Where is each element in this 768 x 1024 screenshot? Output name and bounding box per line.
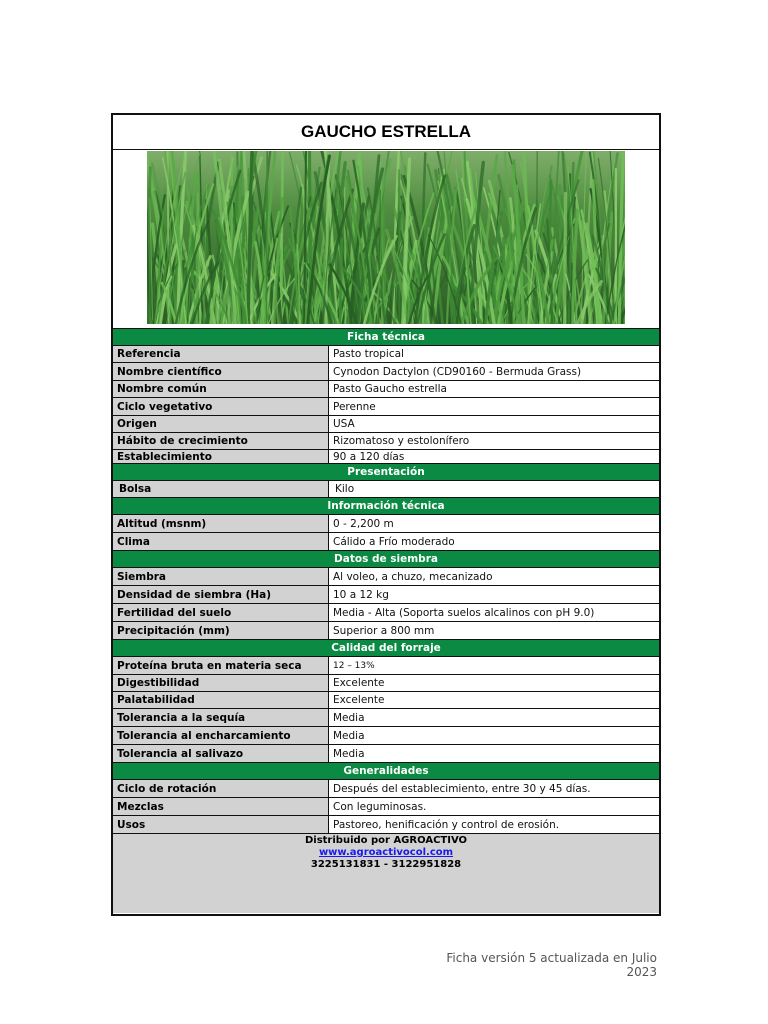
row-label: Nombre común bbox=[113, 381, 329, 397]
row-value: 90 a 120 días bbox=[333, 450, 405, 463]
row-value: Cálido a Frío moderado bbox=[333, 535, 455, 548]
table-row bbox=[113, 745, 659, 763]
row-value: USA bbox=[333, 418, 355, 430]
row-value: Kilo bbox=[335, 483, 355, 495]
row-label: Altitud (msnm) bbox=[113, 515, 329, 532]
table-row bbox=[113, 798, 659, 816]
product-sheet bbox=[111, 113, 661, 916]
row-value: Media bbox=[333, 711, 365, 724]
row-value: Superior a 800 mm bbox=[333, 624, 435, 637]
table-row bbox=[113, 398, 659, 416]
row-label: Clima bbox=[113, 533, 329, 550]
table-row bbox=[113, 727, 659, 745]
section-presentacion: Presentación bbox=[113, 464, 659, 481]
row-label: Referencia bbox=[113, 346, 329, 362]
row-value: Cynodon Dactylon (CD90160 - Bermuda Grass) bbox=[333, 365, 582, 378]
row-label: Ciclo de rotación bbox=[113, 780, 329, 797]
product-title: GAUCHO ESTRELLA bbox=[113, 115, 659, 150]
row-label: Proteína bruta en materia seca bbox=[113, 657, 329, 674]
table-row bbox=[113, 568, 659, 586]
row-label: Hábito de crecimiento bbox=[113, 433, 329, 449]
section-generalidades: Generalidades bbox=[113, 763, 659, 780]
row-label: Origen bbox=[113, 416, 329, 432]
row-label: Siembra bbox=[113, 568, 329, 585]
row-value: Después del establecimiento, entre 30 y 45 días. bbox=[333, 782, 591, 795]
row-label: Fertilidad del suelo bbox=[113, 604, 329, 621]
table-row bbox=[113, 692, 659, 709]
row-value: Media bbox=[333, 747, 365, 760]
table-row bbox=[113, 780, 659, 798]
version-note: Ficha versión 5 actualizada en Julio 2023 bbox=[446, 951, 657, 979]
row-value: 0 - 2,200 m bbox=[333, 517, 394, 530]
row-label: Digestibilidad bbox=[113, 675, 329, 691]
table-row bbox=[113, 709, 659, 727]
row-label: Ciclo vegetativo bbox=[113, 398, 329, 415]
table-row bbox=[113, 816, 659, 834]
distributor-footer bbox=[113, 834, 659, 913]
row-label: Tolerancia a la sequía bbox=[113, 709, 329, 726]
table-row bbox=[113, 604, 659, 622]
section-ficha-tecnica: Ficha técnica bbox=[113, 329, 659, 346]
website-link[interactable]: www.agroactivocol.com bbox=[318, 847, 454, 858]
section-calidad-forraje: Calidad del forraje bbox=[113, 640, 659, 657]
row-value: Con leguminosas. bbox=[333, 800, 427, 813]
section-datos-siembra: Datos de siembra bbox=[113, 551, 659, 568]
row-value: 12 – 13% bbox=[333, 660, 375, 671]
table-row bbox=[113, 657, 659, 675]
table-row bbox=[113, 381, 659, 398]
row-value: Pasto Gaucho estrella bbox=[333, 383, 447, 395]
row-label: Tolerancia al encharcamiento bbox=[113, 727, 329, 744]
row-label: Palatabilidad bbox=[113, 692, 329, 708]
row-value: Perenne bbox=[333, 400, 376, 413]
row-value: Media - Alta (Soporta suelos alcalinos con pH 9.0) bbox=[333, 606, 595, 619]
row-value: Excelente bbox=[333, 677, 385, 689]
table-row bbox=[113, 450, 659, 464]
distributor-text: Distribuido por AGROACTIVO bbox=[304, 835, 468, 846]
table-row bbox=[113, 481, 659, 498]
table-row bbox=[113, 622, 659, 640]
row-value: 10 a 12 kg bbox=[333, 588, 389, 601]
row-label: Establecimiento bbox=[113, 450, 329, 463]
pasture-grass-photo bbox=[147, 151, 625, 324]
table-row bbox=[113, 346, 659, 363]
row-label: Precipitación (mm) bbox=[113, 622, 329, 639]
row-label: Usos bbox=[113, 816, 329, 833]
table-row bbox=[113, 416, 659, 433]
table-row bbox=[113, 363, 659, 381]
table-row bbox=[113, 533, 659, 551]
row-label: Tolerancia al salivazo bbox=[113, 745, 329, 762]
row-value: Rizomatoso y estolonífero bbox=[333, 435, 470, 447]
row-label: Densidad de siembra (Ha) bbox=[113, 586, 329, 603]
row-value: Excelente bbox=[333, 694, 385, 706]
photo-cell bbox=[113, 150, 659, 329]
table-row bbox=[113, 515, 659, 533]
row-value: Media bbox=[333, 729, 365, 742]
row-value: Pastoreo, henificación y control de erosión. bbox=[333, 818, 560, 831]
table-row bbox=[113, 586, 659, 604]
row-label: Nombre científico bbox=[113, 363, 329, 380]
row-label: Bolsa bbox=[113, 481, 329, 497]
table-row bbox=[113, 433, 659, 450]
table-row bbox=[113, 675, 659, 692]
phone-numbers: 3225131831 - 3122951828 bbox=[310, 859, 462, 870]
section-informacion-tecnica: Información técnica bbox=[113, 498, 659, 515]
row-label: Mezclas bbox=[113, 798, 329, 815]
row-value: Al voleo, a chuzo, mecanizado bbox=[333, 570, 493, 583]
row-value: Pasto tropical bbox=[333, 348, 404, 360]
